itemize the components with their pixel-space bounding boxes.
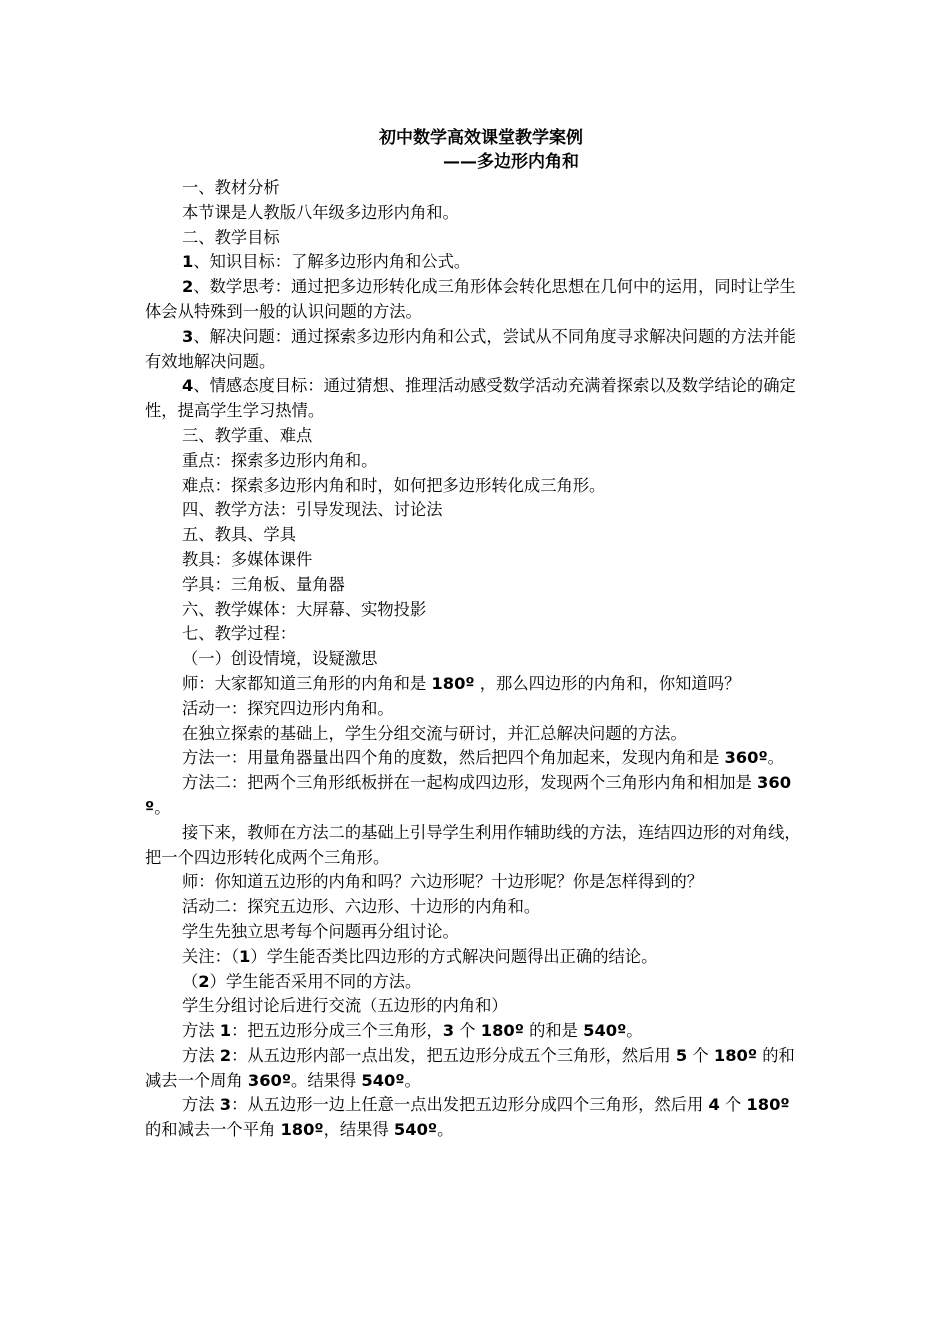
paragraph: 师：大家都知道三角形的内角和是 180º ，那么四边形的内角和，你知道吗？ xyxy=(182,673,741,693)
paragraph: 学生分组讨论后进行交流（五边形的内角和） xyxy=(182,996,508,1016)
paragraph: 重点：探索多边形内角和。 xyxy=(182,450,378,470)
paragraph: 1、知识目标：了解多边形内角和公式。 xyxy=(182,252,471,272)
paragraph: 学生先独立思考每个问题再分组讨论。 xyxy=(182,921,459,941)
paragraph: 学具：三角板、量角器 xyxy=(182,574,345,594)
paragraph: 接下来，教师在方法二的基础上引导学生利用作辅助线的方法，连结四边形的对角线，把一个四边形转化成两个三角形。 xyxy=(145,822,801,867)
paragraph: （一）创设情境，设疑激思 xyxy=(182,649,378,669)
document-page xyxy=(145,126,807,1143)
paragraph: 二、教学目标 xyxy=(182,227,280,247)
paragraph: 六、教学媒体：大屏幕、实物投影 xyxy=(182,599,427,619)
paragraph: 方法 1：把五边形分成三个三角形，3 个 180º 的和是 540º。 xyxy=(182,1021,643,1041)
paragraph: 活动一：探究四边形内角和。 xyxy=(182,698,394,718)
paragraph: 在独立探索的基础上，学生分组交流与研讨，并汇总解决问题的方法。 xyxy=(182,723,687,743)
document-subtitle: ——多边形内角和 xyxy=(443,152,579,172)
paragraph: 4、情感态度目标：通过猜想、推理活动感受数学活动充满着探索以及数学结论的确定性，提高学生学习热情。 xyxy=(145,376,796,421)
document-title: 初中数学高效课堂教学案例 xyxy=(379,128,583,148)
paragraph: （2）学生能否采用不同的方法。 xyxy=(182,971,422,991)
paragraph: 方法 2：从五边形内部一点出发，把五边形分成五个三角形，然后用 5 个 180º 的和减去一个周角 360º。结果得 540º。 xyxy=(145,1045,795,1090)
paragraph: 3、解决问题：通过探索多边形内角和公式，尝试从不同角度寻求解决问题的方法并能有效地解决问题。 xyxy=(145,326,796,371)
paragraph: 方法二：把两个三角形纸板拼在一起构成四边形，发现两个三角形内角和相加是 360º。 xyxy=(145,773,792,817)
paragraph: 方法一：用量角器量出四个角的度数，然后把四个角加起来，发现内角和是 360º。 xyxy=(182,748,784,768)
paragraph: 本节课是人教版八年级多边形内角和。 xyxy=(182,202,459,222)
paragraph: 2、数学思考：通过把多边形转化成三角形体会转化思想在几何中的运用，同时让学生体会从特殊到一般的认识问题的方法。 xyxy=(145,277,796,321)
paragraph: 教具：多媒体课件 xyxy=(182,549,313,569)
paragraph: 师：你知道五边形的内角和吗？六边形呢？十边形呢？你是怎样得到的？ xyxy=(182,872,704,892)
paragraph: 五、教具、学具 xyxy=(182,525,296,545)
paragraph: 一、教材分析 xyxy=(182,178,280,197)
document-body xyxy=(145,176,807,1143)
paragraph: 三、教学重、难点 xyxy=(182,425,313,445)
paragraph: 七、教学过程： xyxy=(182,624,296,644)
paragraph: 关注：（1）学生能否类比四边形的方式解决问题得出正确的结论。 xyxy=(182,946,658,966)
paragraph: 难点：探索多边形内角和时，如何把多边形转化成三角形。 xyxy=(182,475,606,495)
paragraph: 方法 3：从五边形一边上任意一点出发把五边形分成四个三角形，然后用 4 个 180º 的和减去一个平角 180º，结果得 540º。 xyxy=(145,1095,790,1140)
paragraph: 活动二：探究五边形、六边形、十边形的内角和。 xyxy=(182,897,541,917)
paragraph: 四、教学方法：引导发现法、讨论法 xyxy=(182,500,443,520)
